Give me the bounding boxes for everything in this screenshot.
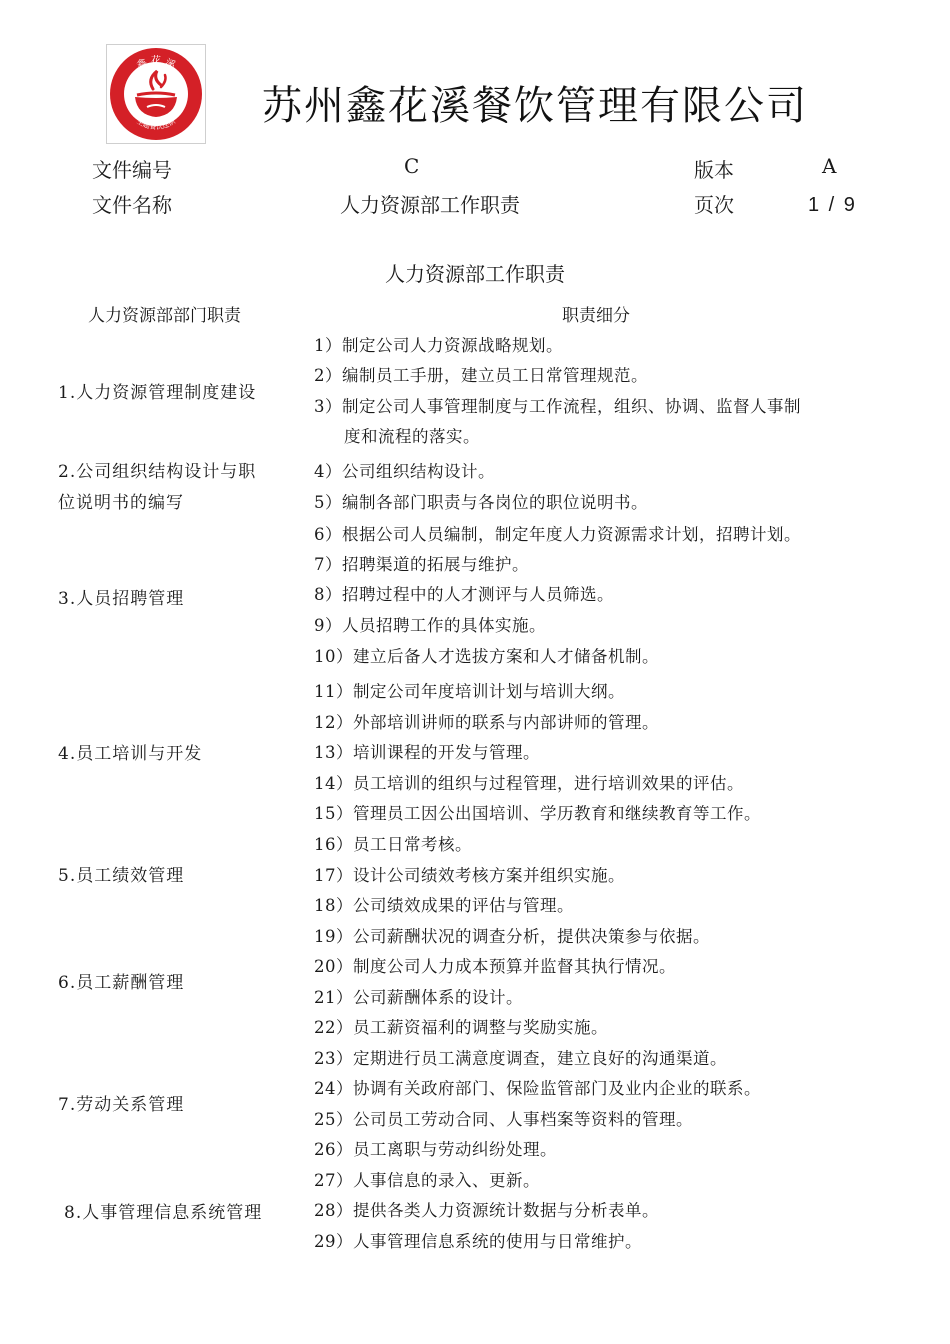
- logo-top-text: 鑫 花 溪: [135, 56, 177, 72]
- category-2: 2.公司组织结构设计与职: [58, 462, 257, 482]
- duty-item-16: 16）员工日常考核。: [314, 835, 472, 854]
- bowl-logo-icon: [107, 45, 205, 143]
- duty-item-8: 8）招聘过程中的人才测评与人员筛选。: [314, 585, 614, 604]
- category-3: 3.人员招聘管理: [58, 589, 185, 609]
- duty-item-19: 19）公司薪酬状况的调查分析，提供决策参与依据。: [314, 927, 710, 946]
- duty-item-12: 12）外部培训讲师的联系与内部讲师的管理。: [314, 713, 659, 732]
- duty-item-26: 26）员工离职与劳动纠纷处理。: [314, 1140, 557, 1159]
- category-2-cont: 位说明书的编写: [58, 493, 184, 513]
- doc-name-label: 文件名称: [92, 193, 172, 217]
- company-logo: [106, 44, 206, 144]
- duty-item-10: 10）建立后备人才选拔方案和人才储备机制。: [314, 647, 659, 666]
- document-title: 人力资源部工作职责: [385, 262, 565, 286]
- duty-item-22: 22）员工薪资福利的调整与奖励实施。: [314, 1018, 608, 1037]
- duty-item-11: 11）制定公司年度培训计划与培训大纲。: [314, 682, 625, 701]
- category-1: 1.人力资源管理制度建设: [58, 383, 257, 403]
- duty-item-3-cont: 度和流程的落实。: [344, 427, 480, 446]
- company-name: 苏州鑫花溪餐饮管理有限公司: [262, 83, 808, 129]
- duty-item-6: 6）根据公司人员编制，制定年度人力资源需求计划，招聘计划。: [314, 525, 801, 544]
- duty-item-28: 28）提供各类人力资源统计数据与分析表单。: [314, 1201, 659, 1220]
- page-label: 页次: [694, 193, 734, 217]
- duty-item-29: 29）人事管理信息系统的使用与日常维护。: [314, 1232, 642, 1251]
- duty-item-24: 24）协调有关政府部门、保险监管部门及业内企业的联系。: [314, 1079, 761, 1098]
- duty-item-9: 9）人员招聘工作的具体实施。: [314, 616, 546, 635]
- duty-item-17: 17）设计公司绩效考核方案并组织实施。: [314, 866, 625, 885]
- duty-item-20: 20）制度公司人力成本预算并监督其执行情况。: [314, 957, 676, 976]
- doc-name-value: 人力资源部工作职责: [340, 193, 520, 217]
- category-5: 5.员工绩效管理: [58, 866, 185, 886]
- duty-item-21: 21）公司薪酬体系的设计。: [314, 988, 523, 1007]
- logo-bottom-text: 主题餐饮连锁: [135, 117, 177, 132]
- duty-item-5: 5）编制各部门职责与各岗位的职位说明书。: [314, 493, 648, 512]
- page-number: 1 / 9: [808, 194, 857, 216]
- duty-item-7: 7）招聘渠道的拓展与维护。: [314, 555, 529, 574]
- duty-item-1: 1）制定公司人力资源战略规划。: [314, 336, 563, 355]
- version-value: A: [822, 154, 837, 178]
- column-header-detail: 职责细分: [562, 306, 630, 326]
- category-7: 7.劳动关系管理: [58, 1095, 185, 1115]
- category-8: 8.人事管理信息系统管理: [64, 1203, 263, 1223]
- duty-item-3: 3）制定公司人事管理制度与工作流程，组织、协调、监督人事制: [314, 397, 801, 416]
- duty-item-15: 15）管理员工因公出国培训、学历教育和继续教育等工作。: [314, 804, 761, 823]
- duty-item-18: 18）公司绩效成果的评估与管理。: [314, 896, 574, 915]
- duty-item-2: 2）编制员工手册，建立员工日常管理规范。: [314, 366, 648, 385]
- duty-item-14: 14）员工培训的组织与过程管理，进行培训效果的评估。: [314, 774, 744, 793]
- duty-item-23: 23）定期进行员工满意度调查，建立良好的沟通渠道。: [314, 1049, 727, 1068]
- column-header-dept: 人力资源部部门职责: [88, 306, 241, 326]
- category-4: 4.员工培训与开发: [58, 744, 203, 764]
- duty-item-25: 25）公司员工劳动合同、人事档案等资料的管理。: [314, 1110, 693, 1129]
- doc-number-label: 文件编号: [92, 158, 172, 182]
- category-6: 6.员工薪酬管理: [58, 973, 185, 993]
- duty-item-13: 13）培训课程的开发与管理。: [314, 743, 540, 762]
- version-label: 版本: [694, 158, 734, 182]
- duty-item-27: 27）人事信息的录入、更新。: [314, 1171, 540, 1190]
- doc-number-value: C: [404, 154, 420, 178]
- duty-item-4: 4）公司组织结构设计。: [314, 462, 495, 481]
